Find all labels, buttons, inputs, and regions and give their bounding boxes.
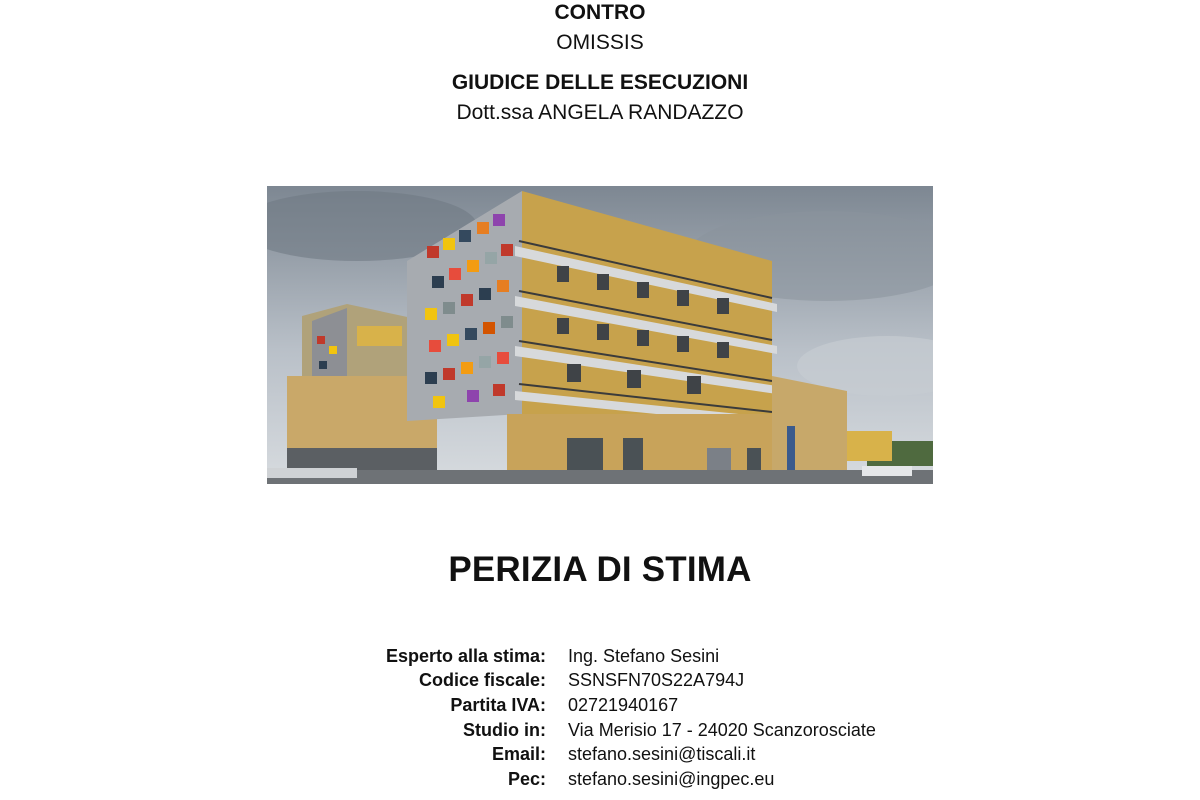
contro-party: OMISSIS (556, 31, 644, 54)
building-photo (267, 186, 933, 484)
right-wing (772, 376, 847, 476)
office-row (330, 718, 970, 743)
contro-heading: CONTRO (554, 1, 646, 24)
tax-code-row (330, 669, 970, 694)
pec-row (330, 767, 970, 792)
pec-value: stefano.sesini@ingpec.eu (568, 768, 775, 789)
document-title: PERIZIA DI STIMA (448, 550, 752, 589)
email-value: stefano.sesini@tiscali.it (568, 744, 756, 765)
judge-name: Dott.ssa ANGELA RANDAZZO (456, 101, 744, 124)
vat-row (330, 693, 970, 718)
expert-info-table (330, 644, 970, 792)
office-address: Via Merisio 17 - 24020 Scanzorosciate (568, 719, 876, 740)
tax-code-value: SSNSFN70S22A794J (568, 670, 745, 691)
building-illustration (267, 186, 933, 484)
email-label: Email: (491, 744, 546, 765)
judge-heading: GIUDICE DELLE ESECUZIONI (451, 71, 749, 94)
vat-label: Partita IVA: (450, 694, 546, 715)
pec-label: Pec: (507, 768, 546, 789)
email-row (330, 742, 970, 767)
office-label: Studio in: (463, 719, 546, 740)
tax-code-label: Codice fiscale: (418, 670, 546, 691)
expert-row (330, 644, 970, 669)
vat-value: 02721940167 (568, 694, 679, 715)
expert-value: Ing. Stefano Sesini (568, 645, 720, 666)
expert-label: Esperto alla stima: (385, 645, 546, 666)
ground (267, 470, 933, 484)
